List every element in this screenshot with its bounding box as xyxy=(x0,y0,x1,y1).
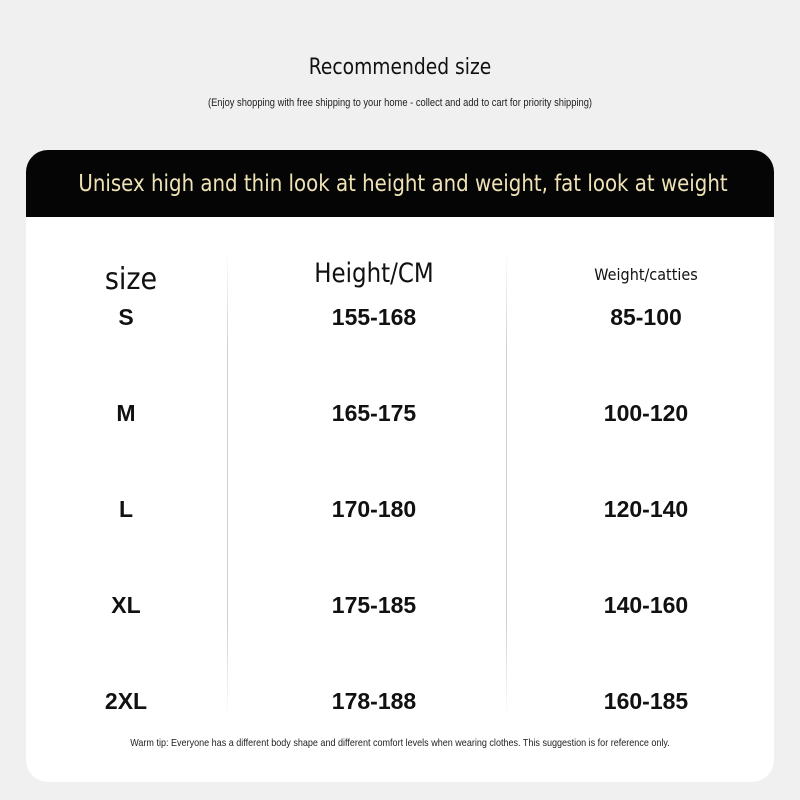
table-row xyxy=(26,304,774,340)
height-cell: 178-188 xyxy=(331,688,417,714)
size-table-card xyxy=(26,150,774,782)
warm-tip: Warm tip: Everyone has a different body shape and different comfort levels when wearing clothes. This suggestion is for reference only. xyxy=(130,737,670,749)
column-header-height: Height/CM xyxy=(314,258,434,289)
weight-cell: 120-140 xyxy=(603,496,689,522)
table-row xyxy=(26,400,774,436)
weight-cell: 85-100 xyxy=(610,304,682,330)
table-row xyxy=(26,688,774,724)
table-row xyxy=(26,496,774,532)
height-cell: 165-175 xyxy=(331,400,417,426)
height-cell: 155-168 xyxy=(331,304,417,330)
column-header-size: size xyxy=(104,262,158,297)
size-cell: S xyxy=(118,304,134,330)
size-cell: L xyxy=(118,496,134,522)
height-cell: 175-185 xyxy=(331,592,417,618)
size-cell: XL xyxy=(111,592,141,618)
weight-cell: 100-120 xyxy=(603,400,689,426)
size-cell: 2XL xyxy=(104,688,148,714)
page-title: Recommended size xyxy=(308,55,492,80)
page-subtitle: (Enjoy shopping with free shipping to your home - collect and add to cart for priority shipping) xyxy=(207,97,593,109)
size-cell: M xyxy=(116,400,136,426)
table-row xyxy=(26,592,774,628)
height-cell: 170-180 xyxy=(331,496,417,522)
column-header-weight: Weight/catties xyxy=(594,265,698,284)
banner-text: Unisex high and thin look at height and weight, fat look at weight xyxy=(78,171,728,197)
weight-cell: 140-160 xyxy=(603,592,689,618)
banner xyxy=(26,150,774,217)
weight-cell: 160-185 xyxy=(603,688,689,714)
